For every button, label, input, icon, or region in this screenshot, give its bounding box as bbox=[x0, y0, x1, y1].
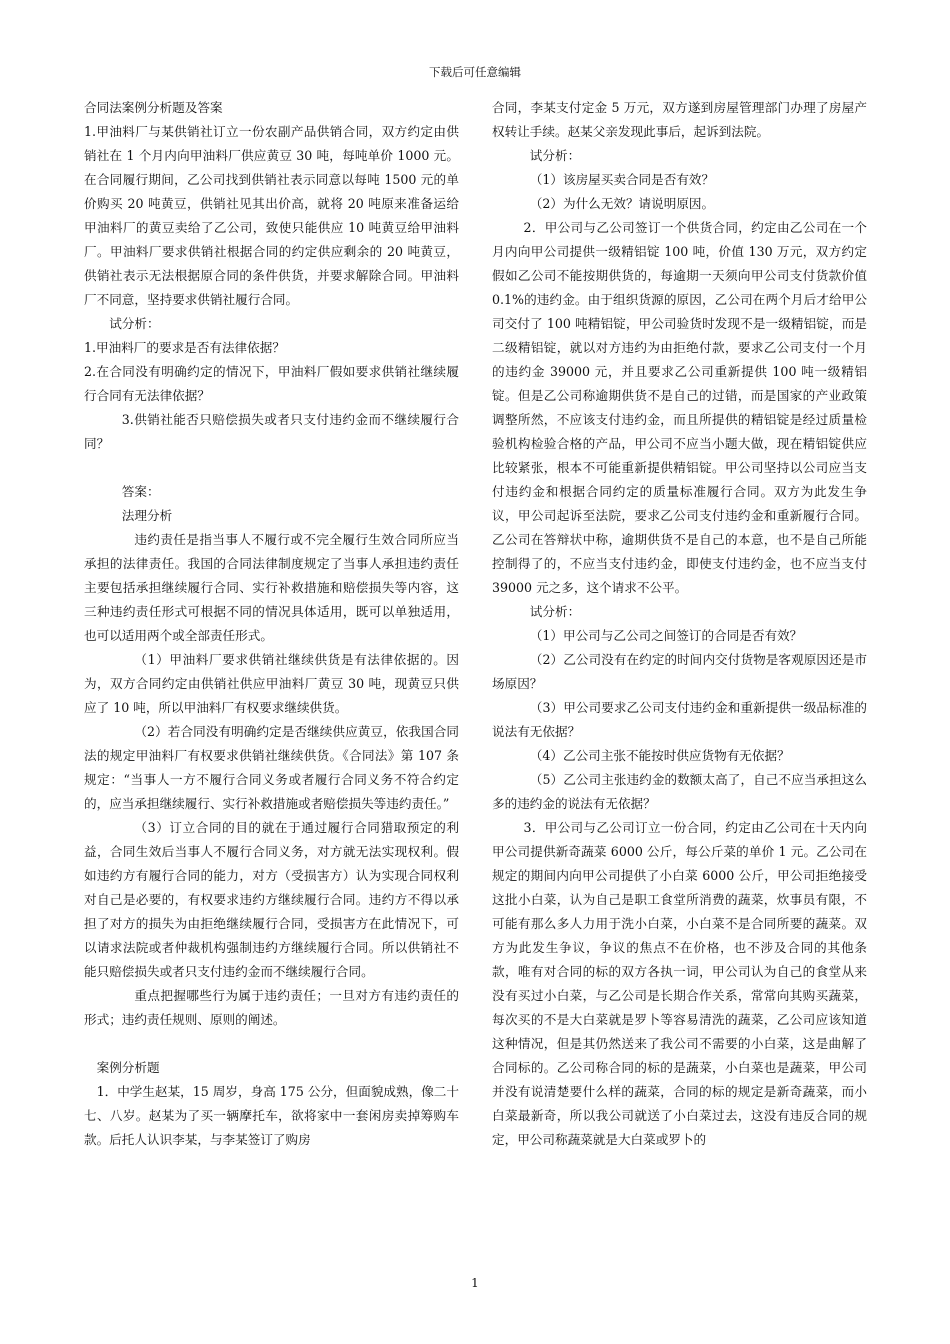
question-2: （2）乙公司没有在约定的时间内交付货物是客观原因还是市场原因？ bbox=[492, 652, 867, 691]
question-4: （4）乙公司主张不能按时供应货物有无依据？ bbox=[529, 748, 790, 763]
legal-analysis-heading: 法理分析 bbox=[121, 508, 173, 523]
question-1: （1）甲公司与乙公司之间签订的合同是否有效？ bbox=[529, 628, 803, 643]
answer-heading: 答案： bbox=[121, 484, 160, 499]
answer-point-1: （1）甲油料厂要求供销社继续供货是有法律依据的。因为，双方合同约定由供销社供应甲油料厂黄豆 30 吨，现黄豆只供应了 10 吨，所以甲油料厂有权要求继续供货。 bbox=[84, 652, 459, 715]
answer-point-3: （3）订立合同的目的就在于通过履行合同猎取预定的利益，合同生效后当事人不履行合同义务，对方就无法实现权利。假如违约方有履行合同的能力，对方（受损害方）认为实现合同权利对自己是必要的，有权要求违约方继续履行合同。违约方不得以承担了对方的损失为由拒绝继续履行合同，受损害方在此情况下，可以请求法院或者仲裁机构强制违约方继续履行合同。所以供销社不能只赔偿损失或者只支付违约金而不继续履行合同。 bbox=[84, 820, 459, 979]
question-3: 3.供销社能否只赔偿损失或者只支付违约金而不继续履行合同？ bbox=[84, 412, 459, 451]
question-5: （5）乙公司主张违约金的数额太高了，自己不应当承担这么多的违约金的说法有无依据？ bbox=[492, 772, 867, 811]
question-2: 2.在合同没有明确约定的情况下，甲油料厂假如要求供销社继续履行合同有无法律依据？ bbox=[84, 364, 459, 403]
document-title: 合同法案例分析题及答案 bbox=[84, 100, 223, 115]
case-3-text: 3．甲公司与乙公司订立一份合同，约定由乙公司在十天内向甲公司提供新奇蔬菜 6000 公斤，每公斤菜的单价 1 元。乙公司在规定的期间内向甲公司提供了小白菜 6000 公斤，甲公司拒绝接受这批小白菜，认为自己是职工食堂所消费的蔬菜，炊事员有限，不可能有那么多人力用于洗小白菜，小白菜不是合同所要的蔬菜。双方为此发生争议，争议的焦点不在价格，也不涉及合同的其他条款，唯有对合同的标的双方各执一词，甲公司认为自己的食堂从来没有买过小白菜，与乙公司是长期合作关系，常常向其购买蔬菜，每次买的不是大白菜就是罗卜等容易清洗的蔬菜，乙公司应该知道这种情况，但是其仍然送来了我公司不需要的小白菜，这是曲解了合同标的。乙公司称合同的标的是蔬菜，小白菜也是蔬菜，甲公司并没有说清楚要什么样的蔬菜，合同的标的规定是新奇蔬菜，而小白菜最新奇，所以我公司就送了小白菜过去，这没有违反合同的规定，甲公司称蔬菜就是大白菜或罗卜的 bbox=[492, 820, 867, 1147]
right-column bbox=[492, 96, 867, 1152]
analysis-heading: 试分析： bbox=[529, 148, 581, 163]
question-3: （3）甲公司要求乙公司支付违约金和重新提供一级品标准的说法有无依据？ bbox=[492, 700, 867, 739]
spacer bbox=[84, 456, 459, 480]
page-header: 下载后可任意编辑 bbox=[429, 65, 521, 79]
case-1-text: 1.甲油料厂与某供销社订立一份农副产品供销合同，双方约定由供销社在 1 个月内向甲油料厂供应黄豆 30 吨，每吨单价 1000 元。在合同履行期间，乙公司找到供销社表示同意以每吨 1500 元的单价购买 20 吨黄豆，供销社见其出价高，就将 20 吨原来准备运给甲油料厂的黄豆卖给了乙公司，致使只能供应 10 吨黄豆给甲油料厂。甲油料厂要求供销社根据合同的约定供应剩余的 20 吨黄豆，供销社表示无法根据原合同的条件供货，并要求解除合同。甲油料厂不同意，坚持要求供销社履行合同。 bbox=[84, 124, 459, 307]
case-2-text: 2．甲公司与乙公司签订一个供货合同，约定由乙公司在一个月内向甲公司提供一级精铝锭 100 吨，价值 130 万元，双方约定假如乙公司不能按期供货的，每逾期一天须向甲公司支付货款价值 0.1%的违约金。由于组织货源的原因，乙公司在两个月后才给甲公司交付了 100 吨精铝锭，甲公司验货时发现不是一级精铝锭，而是二级精铝锭，就以对方违约为由拒绝付款，要求乙公司支付一个月的违约金 39000 元，并且要求乙公司重新提供 100 吨一级精铝锭。但是乙公司称逾期供货不是自己的过错，而是国家的产业政策调整所然，不应该支付违约金，而且所提供的精铝锭是经过质量检验机构检验合格的产品，甲公司不应当小题大做，现在精铝锭供应比较紧张，根本不可能重新提供精铝锭。甲公司坚持以公司应当支付违约金和根据合同约定的质量标准履行合同。双方为此发生争议，甲公司起诉至法院，要求乙公司支付违约金和重新履行合同。乙公司在答辩状中称，逾期供货不是自己的本意，也不是自己所能控制得了的，不应当支付违约金，即使支付违约金，也不应当支付 39000 元之多，这个请求不公平。 bbox=[492, 220, 867, 595]
key-points: 重点把握哪些行为属于违约责任；一旦对方有违约责任的形式；违约责任规则、原则的阐述。 bbox=[84, 988, 459, 1027]
case-analysis-heading: 案例分析题 bbox=[96, 1060, 160, 1075]
spacer bbox=[84, 1032, 459, 1056]
analysis-heading: 试分析： bbox=[529, 604, 581, 619]
analysis-heading: 试分析： bbox=[109, 316, 160, 331]
left-column bbox=[84, 96, 459, 1152]
case-1-zhao-continued: 合同，李某支付定金 5 万元，双方遂到房屋管理部门办理了房屋产权转让手续。赵某父亲发现此事后，起诉到法院。 bbox=[492, 100, 867, 139]
answer-point-2: （2）若合同没有明确约定是否继续供应黄豆，依我国合同法的规定甲油料厂有权要求供销社继续供货。《合同法》第 107 条规定：“当事人一方不履行合同义务或者履行合同义务不符合约定的，应当承担继续履行、实行补救措施或者赔偿损失等违约责任。” bbox=[84, 724, 459, 811]
question-1: 1.甲油料厂的要求是否有法律依据？ bbox=[84, 340, 285, 355]
legal-analysis-intro: 违约责任是指当事人不履行或不完全履行生效合同所应当承担的法律责任。我国的合同法律制度规定了当事人承担违约责任主要包括承担继续履行合同、实行补救措施和赔偿损失等内容，这三种违约责任形式可根据不同的情况具体适用，既可以单独适用，也可以适用两个或全部责任形式。 bbox=[84, 532, 459, 643]
question-1: （1）该房屋买卖合同是否有效？ bbox=[529, 172, 715, 187]
question-2: （2）为什么无效？请说明原因。 bbox=[529, 196, 715, 211]
case-1-zhao: 1．中学生赵某，15 周岁，身高 175 公分，但面貌成熟，像二十七、八岁。赵某为了买一辆摩托车，欲将家中一套闲房卖掉筹购车款。后托人认识李某，与李某签订了购房 bbox=[84, 1084, 459, 1147]
page-number: 1 bbox=[471, 1276, 479, 1290]
